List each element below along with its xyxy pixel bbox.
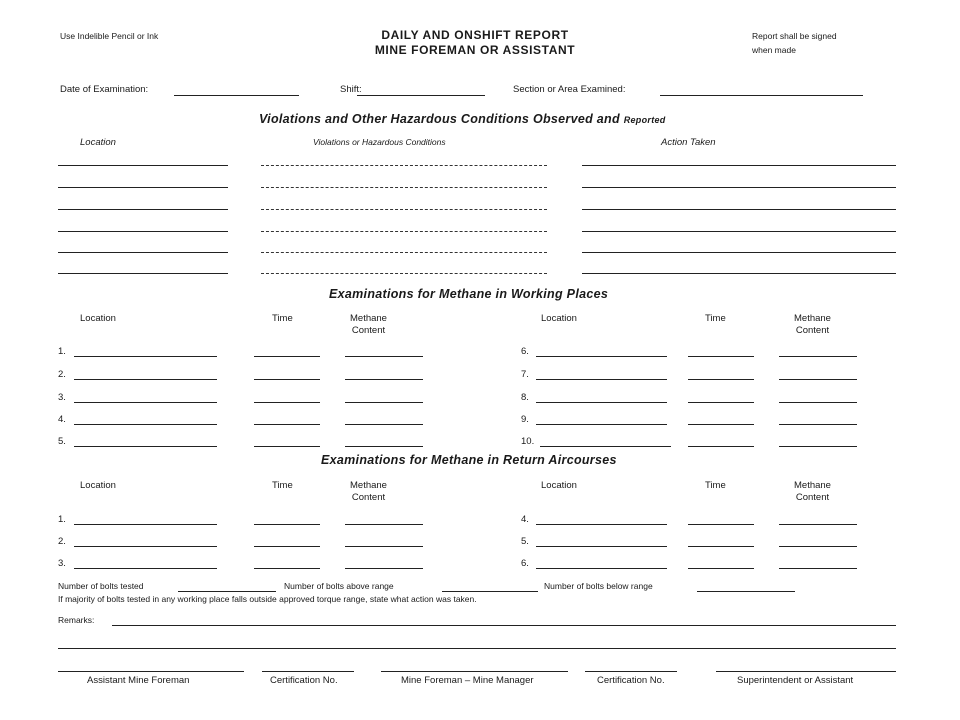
ac-location-field[interactable] bbox=[536, 524, 667, 525]
ac-time-field[interactable] bbox=[688, 568, 754, 569]
wp-row-number: 2. bbox=[58, 369, 66, 380]
wp-col-methane-right: Methane Content bbox=[794, 313, 831, 336]
ac-methane-field[interactable] bbox=[345, 568, 423, 569]
violation-action-field[interactable] bbox=[582, 252, 896, 253]
instruction-note: Use Indelible Pencil or Ink bbox=[60, 31, 159, 41]
ac-time-field[interactable] bbox=[254, 546, 320, 547]
foreman-manager-caption: Mine Foreman – Mine Manager bbox=[401, 675, 534, 686]
ac-time-field[interactable] bbox=[688, 524, 754, 525]
bolts-below-field[interactable] bbox=[697, 591, 795, 592]
wp-time-field[interactable] bbox=[254, 424, 320, 425]
wp-col-location-left: Location bbox=[80, 313, 116, 324]
wp-location-field[interactable] bbox=[536, 356, 667, 357]
wp-row-number: 9. bbox=[521, 414, 529, 425]
remarks-field-line2[interactable] bbox=[58, 648, 896, 649]
violations-section-title: Violations and Other Hazardous Conditions Observed and Reported bbox=[259, 112, 666, 126]
violation-location-field[interactable] bbox=[58, 165, 228, 166]
certification-1-line[interactable] bbox=[262, 671, 354, 672]
ac-col-methane-right: Methane Content bbox=[794, 480, 831, 503]
ac-location-field[interactable] bbox=[74, 568, 217, 569]
bolts-tested-field[interactable] bbox=[178, 591, 276, 592]
violation-location-field[interactable] bbox=[58, 231, 228, 232]
wp-time-field[interactable] bbox=[254, 379, 320, 380]
shift-label: Shift: bbox=[340, 84, 362, 95]
wp-location-field[interactable] bbox=[74, 446, 217, 447]
violation-location-field[interactable] bbox=[58, 252, 228, 253]
form-title-line1: DAILY AND ONSHIFT REPORT bbox=[381, 28, 569, 42]
wp-methane-field[interactable] bbox=[345, 424, 423, 425]
foreman-manager-signature-line[interactable] bbox=[381, 671, 568, 672]
wp-methane-field[interactable] bbox=[345, 402, 423, 403]
violation-condition-field[interactable] bbox=[261, 209, 547, 210]
violations-col-location: Location bbox=[80, 137, 116, 148]
aircourses-section-title: Examinations for Methane in Return Aircourses bbox=[321, 453, 617, 467]
violation-location-field[interactable] bbox=[58, 209, 228, 210]
ac-col-time-left: Time bbox=[272, 480, 293, 491]
ac-col-time-right: Time bbox=[705, 480, 726, 491]
ac-time-field[interactable] bbox=[688, 546, 754, 547]
wp-location-field[interactable] bbox=[540, 446, 671, 447]
wp-row-number: 3. bbox=[58, 392, 66, 403]
certification-1-caption: Certification No. bbox=[270, 675, 338, 686]
signing-note-line1: Report shall be signed bbox=[752, 31, 837, 41]
bolts-above-label: Number of bolts above range bbox=[284, 581, 394, 591]
remarks-label: Remarks: bbox=[58, 615, 95, 625]
certification-2-line[interactable] bbox=[585, 671, 677, 672]
violation-location-field[interactable] bbox=[58, 187, 228, 188]
ac-methane-field[interactable] bbox=[779, 524, 857, 525]
wp-row-number: 6. bbox=[521, 346, 529, 357]
violation-action-field[interactable] bbox=[582, 187, 896, 188]
wp-time-field[interactable] bbox=[688, 402, 754, 403]
wp-location-field[interactable] bbox=[74, 356, 217, 357]
ac-methane-field[interactable] bbox=[779, 546, 857, 547]
violations-col-conditions: Violations or Hazardous Conditions bbox=[313, 137, 446, 147]
violations-col-action: Action Taken bbox=[661, 137, 716, 148]
superintendent-caption: Superintendent or Assistant bbox=[737, 675, 854, 686]
wp-col-time-right: Time bbox=[705, 313, 726, 324]
wp-time-field[interactable] bbox=[254, 356, 320, 357]
ac-location-field[interactable] bbox=[74, 546, 217, 547]
wp-time-field[interactable] bbox=[688, 379, 754, 380]
section-field[interactable] bbox=[660, 95, 863, 96]
ac-time-field[interactable] bbox=[254, 568, 320, 569]
assistant-foreman-signature-line[interactable] bbox=[58, 671, 244, 672]
ac-col-location-left: Location bbox=[80, 480, 116, 491]
wp-col-methane-left: Methane Content bbox=[350, 313, 387, 336]
violation-condition-field[interactable] bbox=[261, 165, 547, 166]
ac-location-field[interactable] bbox=[74, 524, 217, 525]
signing-note-line2: when made bbox=[752, 45, 796, 55]
ac-methane-field[interactable] bbox=[779, 568, 857, 569]
ac-row-number: 2. bbox=[58, 536, 66, 547]
ac-col-methane-left: Methane Content bbox=[350, 480, 387, 503]
ac-row-number: 4. bbox=[521, 514, 529, 525]
working-places-section-title: Examinations for Methane in Working Places bbox=[329, 287, 609, 301]
ac-row-number: 5. bbox=[521, 536, 529, 547]
wp-col-location-right: Location bbox=[541, 313, 577, 324]
ac-methane-field[interactable] bbox=[345, 546, 423, 547]
ac-row-number: 3. bbox=[58, 558, 66, 569]
wp-time-field[interactable] bbox=[688, 446, 754, 447]
wp-methane-field[interactable] bbox=[345, 379, 423, 380]
ac-row-number: 1. bbox=[58, 514, 66, 525]
violation-condition-field[interactable] bbox=[261, 273, 547, 274]
wp-location-field[interactable] bbox=[74, 402, 217, 403]
violation-condition-field[interactable] bbox=[261, 252, 547, 253]
violation-action-field[interactable] bbox=[582, 273, 896, 274]
wp-row-number: 7. bbox=[521, 369, 529, 380]
wp-methane-field[interactable] bbox=[345, 446, 423, 447]
violation-condition-field[interactable] bbox=[261, 187, 547, 188]
wp-row-number: 10. bbox=[521, 436, 535, 447]
ac-col-location-right: Location bbox=[541, 480, 577, 491]
wp-location-field[interactable] bbox=[536, 379, 667, 380]
wp-row-number: 8. bbox=[521, 392, 529, 403]
date-field[interactable] bbox=[174, 95, 299, 96]
violation-location-field[interactable] bbox=[58, 273, 228, 274]
bolts-tested-label: Number of bolts tested bbox=[58, 581, 144, 591]
wp-row-number: 5. bbox=[58, 436, 66, 447]
wp-location-field[interactable] bbox=[74, 424, 217, 425]
wp-methane-field[interactable] bbox=[779, 446, 857, 447]
ac-location-field[interactable] bbox=[536, 546, 667, 547]
ac-location-field[interactable] bbox=[536, 568, 667, 569]
wp-time-field[interactable] bbox=[688, 424, 754, 425]
ac-time-field[interactable] bbox=[254, 524, 320, 525]
wp-methane-field[interactable] bbox=[779, 379, 857, 380]
wp-row-number: 4. bbox=[58, 414, 66, 425]
wp-methane-field[interactable] bbox=[345, 356, 423, 357]
date-label: Date of Examination: bbox=[60, 84, 149, 95]
section-label: Section or Area Examined: bbox=[513, 84, 626, 95]
wp-location-field[interactable] bbox=[536, 424, 667, 425]
form-title-line2: MINE FOREMAN OR ASSISTANT bbox=[374, 43, 576, 57]
shift-field[interactable] bbox=[357, 95, 485, 96]
wp-location-field[interactable] bbox=[74, 379, 217, 380]
certification-2-caption: Certification No. bbox=[597, 675, 665, 686]
violation-action-field[interactable] bbox=[582, 165, 896, 166]
assistant-foreman-caption: Assistant Mine Foreman bbox=[87, 675, 190, 686]
violation-action-field[interactable] bbox=[582, 231, 896, 232]
ac-methane-field[interactable] bbox=[345, 524, 423, 525]
wp-row-number: 1. bbox=[58, 346, 66, 357]
bolts-below-label: Number of bolts below range bbox=[544, 581, 653, 591]
remarks-field-line1[interactable] bbox=[112, 625, 896, 626]
wp-location-field[interactable] bbox=[536, 402, 667, 403]
wp-methane-field[interactable] bbox=[779, 402, 857, 403]
superintendent-signature-line[interactable] bbox=[716, 671, 896, 672]
wp-methane-field[interactable] bbox=[779, 424, 857, 425]
wp-col-time-left: Time bbox=[272, 313, 293, 324]
ac-row-number: 6. bbox=[521, 558, 529, 569]
violation-condition-field[interactable] bbox=[261, 231, 547, 232]
wp-time-field[interactable] bbox=[254, 446, 320, 447]
wp-time-field[interactable] bbox=[254, 402, 320, 403]
bolts-above-field[interactable] bbox=[442, 591, 538, 592]
violation-action-field[interactable] bbox=[582, 209, 896, 210]
wp-time-field[interactable] bbox=[688, 356, 754, 357]
bolts-action-note: If majority of bolts tested in any working place falls outside approved torque range, state what action was taken. bbox=[58, 594, 477, 604]
wp-methane-field[interactable] bbox=[779, 356, 857, 357]
